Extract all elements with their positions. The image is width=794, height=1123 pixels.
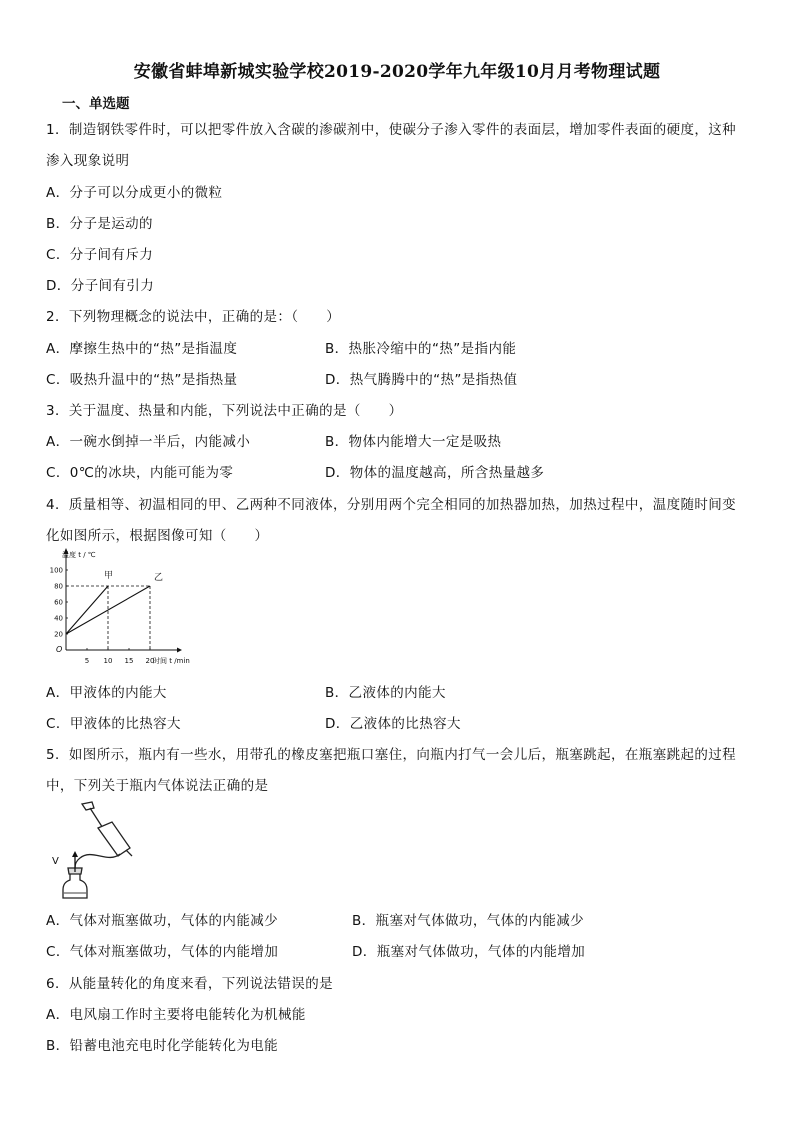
q3-stem: 3．关于温度、热量和内能，下列说法中正确的是（ ） [46,403,403,419]
q4-option-d: D．乙液体的比热容大 [325,716,461,732]
q4-stem-line1: 4．质量相等、初温相同的甲、乙两种不同液体，分别用两个完全相同的加热器加热，加热过程中，温度随时间变 [46,497,737,513]
velocity-label: V [52,856,59,867]
x-axis-arrow [177,648,182,653]
q1-option-a: A．分子可以分成更小的微粒 [46,185,223,201]
q1-stem-line1: 1．制造钢铁零件时，可以把零件放入含碳的渗碳剂中，使碳分子渗入零件的表面层，增加零件表面的硬度，这种 [46,122,737,138]
q2-option-b: B．热胀冷缩中的“热”是指内能 [325,341,517,357]
y-tick-label: 60 [54,598,63,607]
q1-stem-line2: 渗入现象说明 [46,153,130,169]
q3-option-c: C．0℃的冰块，内能可能为零 [46,465,234,481]
x-tick-label: 15 [124,657,134,665]
q4-stem-line2: 化如图所示，根据图像可知（ ） [46,528,269,544]
tube [75,854,120,868]
pump-handle [82,802,94,810]
y-tick-label: 80 [54,582,63,591]
q6-stem: 6．从能量转化的角度来看，下列说法错误的是 [46,976,333,992]
x-axis-label: 时间 t /min [153,657,190,665]
q1-option-c: C．分子间有斥力 [46,247,154,263]
pump-nozzle [126,850,132,856]
q2-option-d: D．热气腾腾中的“热”是指热值 [325,372,518,388]
x-tick-label: 20 [145,657,155,665]
q4-option-b: B．乙液体的内能大 [325,685,446,701]
q3-option-d: D．物体的温度越高，所含热量越多 [325,465,545,481]
y-tick-label: 20 [54,630,63,639]
series-line-jia [66,586,108,634]
bottle-body [63,874,87,898]
x-tick-label: 10 [103,657,113,665]
q3-option-a: A．一碗水倒掉一半后，内能减小 [46,434,251,450]
q3-option-b: B．物体内能增大一定是吸热 [325,434,502,450]
q5-option-a: A．气体对瓶塞做功，气体的内能减少 [46,913,279,929]
y-axis-label: 温度 t / ℃ [62,551,96,559]
q5-option-c: C．气体对瓶塞做功，气体的内能增加 [46,944,279,960]
q5-stem-line2: 中，下列关于瓶内气体说法正确的是 [46,778,269,794]
x-tick-label: 5 [84,657,90,665]
q4-option-a: A．甲液体的内能大 [46,685,167,701]
y-tick-label: 100 [49,566,63,575]
origin-label: O [56,645,63,654]
q1-option-b: B．分子是运动的 [46,216,153,232]
q6-option-a: A．电风扇工作时主要将电能转化为机械能 [46,1007,306,1023]
q1-option-d: D．分子间有引力 [46,278,155,294]
q5-option-b: B．瓶塞对气体做功，气体的内能减少 [352,913,585,929]
y-tick-label: 40 [54,614,63,623]
section-heading: 一、单选题 [62,96,130,112]
pump-barrel [98,822,130,856]
series-label-jia: 甲 [104,571,114,581]
q2-option-a: A．摩擦生热中的“热”是指温度 [46,341,238,357]
q5-option-d: D．瓶塞对气体做功，气体的内能增加 [352,944,586,960]
page-title: 安徽省蚌埠新城实验学校2019-2020学年九年级10月月考物理试题 [133,62,661,82]
q6-option-b: B．铅蓄电池充电时化学能转化为电能 [46,1038,279,1054]
q4-option-c: C．甲液体的比热容大 [46,716,181,732]
bottle-pump-figure [46,798,141,900]
series-label-yi: 乙 [154,573,164,583]
temperature-time-chart [46,546,196,670]
q2-option-c: C．吸热升温中的“热”是指热量 [46,372,238,388]
q2-stem: 2．下列物理概念的说法中，正确的是：（ ） [46,309,341,325]
q5-stem-line1: 5．如图所示，瓶内有一些水，用带孔的橡皮塞把瓶口塞住，向瓶内打气一会儿后，瓶塞跳起，在瓶塞跳起的过程 [46,747,737,763]
